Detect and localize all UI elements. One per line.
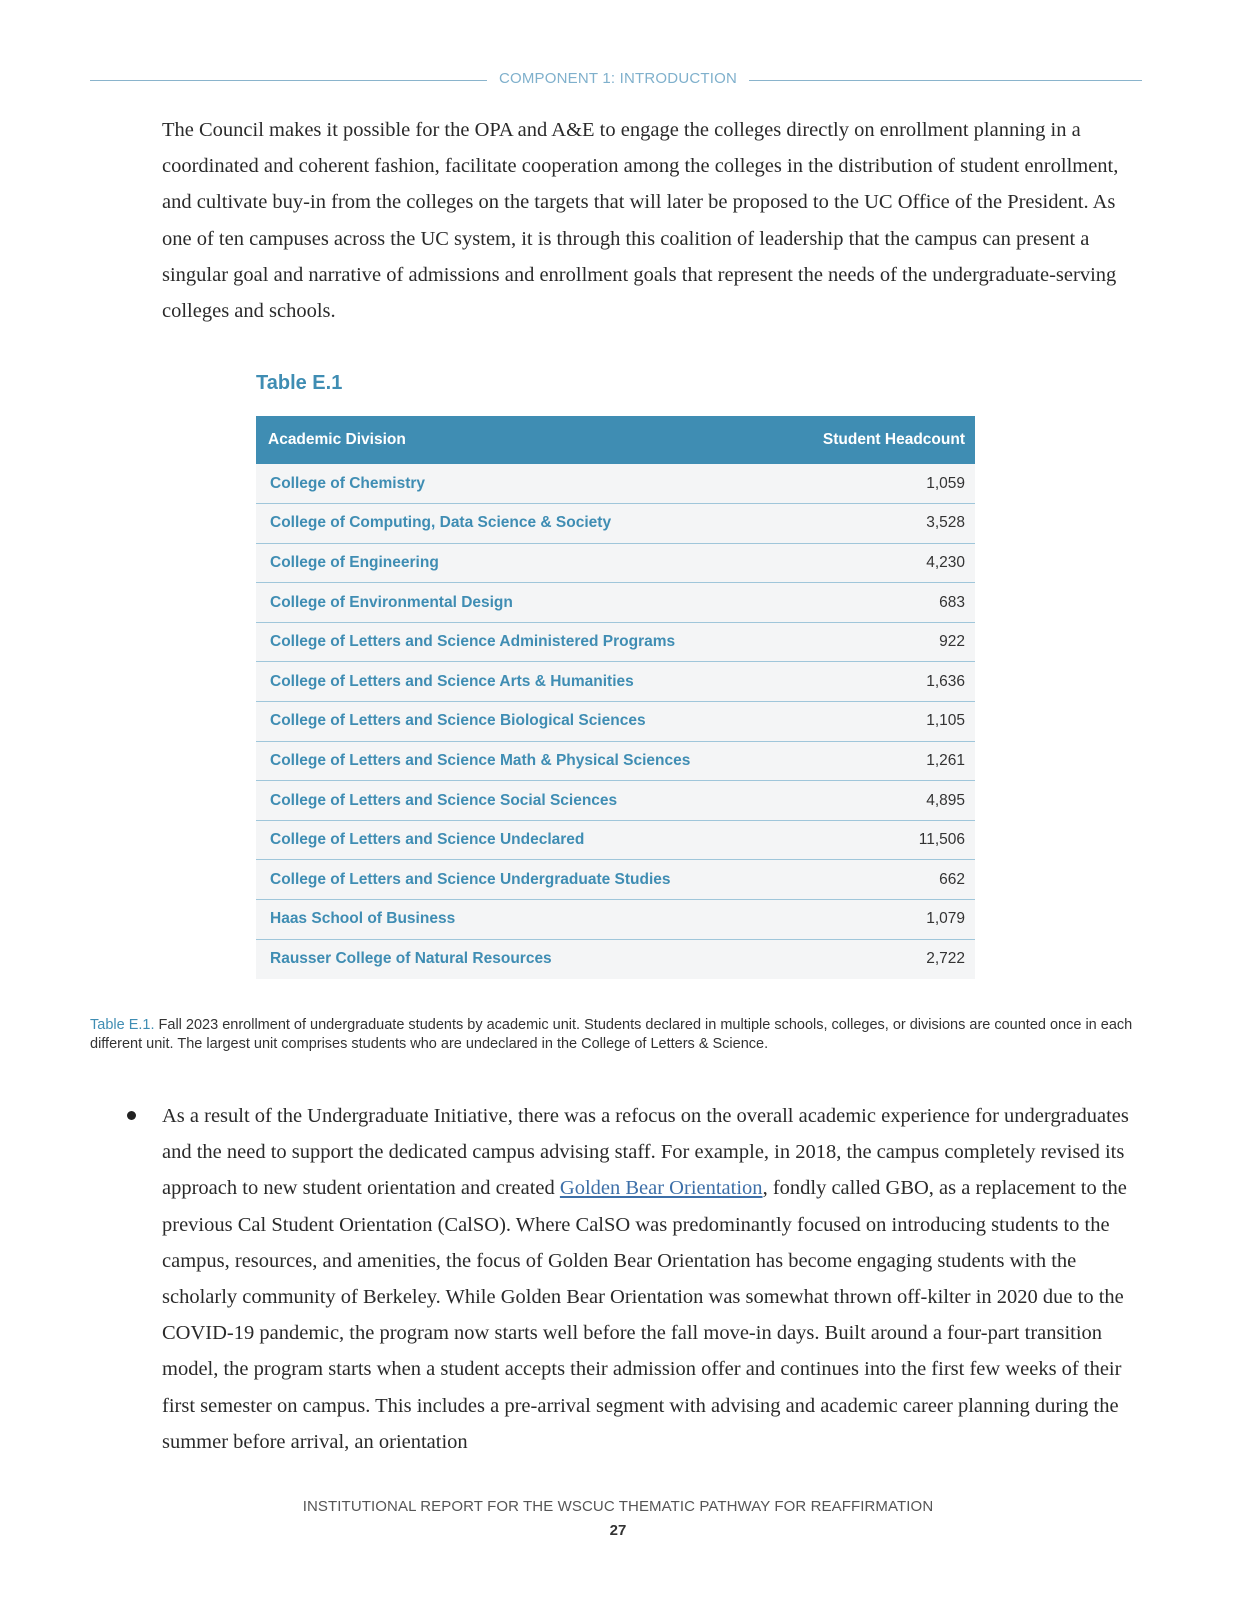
table-row (256, 781, 975, 821)
column-header-headcount: Student Headcount (782, 416, 975, 464)
bullet-point (127, 1111, 136, 1120)
table-header-row (256, 416, 975, 464)
caption-label: Table E.1. (90, 1017, 155, 1033)
table-caption (90, 1016, 1150, 1053)
table-row (256, 464, 975, 504)
student-headcount-cell: 1,079 (782, 900, 975, 940)
student-headcount-cell: 3,528 (782, 504, 975, 544)
table-body (256, 464, 975, 979)
table-title: Table E.1 (256, 372, 343, 394)
academic-division-cell: College of Letters and Science Biological Sciences (256, 702, 782, 742)
footer-report-title: INSTITUTIONAL REPORT FOR THE WSCUC THEMATIC PATHWAY FOR REAFFIRMATION (302, 1498, 934, 1515)
student-headcount-cell: 11,506 (782, 820, 975, 860)
section-header (0, 70, 1236, 88)
academic-division-cell: Haas School of Business (256, 900, 782, 940)
student-headcount-cell: 662 (782, 860, 975, 900)
intro-paragraph: The Council makes it possible for the OPA and A&E to engage the colleges directly on enrollment planning in a coordinated and coherent fashion, facilitate cooperation among the colleges in the distribution of student enrollment, and cultivate buy-in from the colleges on the targets that will later be proposed to the UC Office of the President. As one of ten campuses across the UC system, it is through this coalition of leadership that the campus can present a singular goal and narrative of admissions and enrollment goals that represent the needs of the undergraduate-serving colleges and schools. (162, 119, 1119, 323)
table-row (256, 622, 975, 662)
table-row (256, 662, 975, 702)
enrollment-table (256, 416, 975, 979)
academic-division-cell: College of Letters and Science Math & Physical Sciences (256, 741, 782, 781)
table-row (256, 820, 975, 860)
table-row (256, 543, 975, 583)
bullet-text-before-link: As a result of the Undergraduate Initiative, there was a refocus on the overall academic experience for undergraduates and the need to support the dedicated campus advising staff. For example, in 2018, the campus completely revised its approach to new student orientation and created (162, 1105, 1129, 1200)
table-row (256, 900, 975, 940)
academic-division-cell: College of Letters and Science Undergraduate Studies (256, 860, 782, 900)
table-row (256, 741, 975, 781)
student-headcount-cell: 1,261 (782, 741, 975, 781)
caption-text: Fall 2023 enrollment of undergraduate students by academic unit. Students declared in multiple schools, colleges, or divisions are counted once in each different unit. The largest unit comprises students who are undeclared in the College of Letters & Science. (90, 1017, 1133, 1052)
student-headcount-cell: 1,059 (782, 464, 975, 504)
student-headcount-cell: 922 (782, 622, 975, 662)
academic-division-cell: College of Letters and Science Administered Programs (256, 622, 782, 662)
academic-division-cell: College of Letters and Science Arts & Humanities (256, 662, 782, 702)
table-row (256, 939, 975, 979)
table-row (256, 860, 975, 900)
academic-division-cell: Rausser College of Natural Resources (256, 939, 782, 979)
golden-bear-orientation-link[interactable]: Golden Bear Orientation (559, 1177, 763, 1200)
bullet-paragraph (162, 1098, 1142, 1460)
academic-division-cell: College of Letters and Science Undeclared (256, 820, 782, 860)
academic-division-cell: College of Environmental Design (256, 583, 782, 623)
student-headcount-cell: 683 (782, 583, 975, 623)
table-row (256, 702, 975, 742)
student-headcount-cell: 1,105 (782, 702, 975, 742)
table-row (256, 583, 975, 623)
student-headcount-cell: 1,636 (782, 662, 975, 702)
page-number: 27 (609, 1522, 627, 1539)
student-headcount-cell: 4,230 (782, 543, 975, 583)
academic-division-cell: College of Chemistry (256, 464, 782, 504)
bullet-text-after-link: , fondly called GBO, as a replacement to the previous Cal Student Orientation (CalSO). Where CalSO was predominantly focused on introducing students to the campus, resources, and amenities, the focus of Golden Bear Orientation has become engaging students with the scholarly community of Berkeley. While Golden Bear Orientation was somewhat thrown off-kilter in 2020 due to the COVID-19 pandemic, the program now starts well before the fall move-in days. Built around a four-part transition model, the program starts when a student accepts their admission offer and continues into the first few weeks of their first semester on campus. This includes a pre-arrival segment with advising and academic career planning during the summer before arrival, an orientation (162, 1177, 1127, 1453)
table-row (256, 504, 975, 544)
section-header-label: COMPONENT 1: INTRODUCTION (487, 70, 749, 87)
student-headcount-cell: 2,722 (782, 939, 975, 979)
academic-division-cell: College of Engineering (256, 543, 782, 583)
academic-division-cell: College of Computing, Data Science & Society (256, 504, 782, 544)
student-headcount-cell: 4,895 (782, 781, 975, 821)
academic-division-cell: College of Letters and Science Social Sciences (256, 781, 782, 821)
column-header-division: Academic Division (256, 416, 782, 464)
